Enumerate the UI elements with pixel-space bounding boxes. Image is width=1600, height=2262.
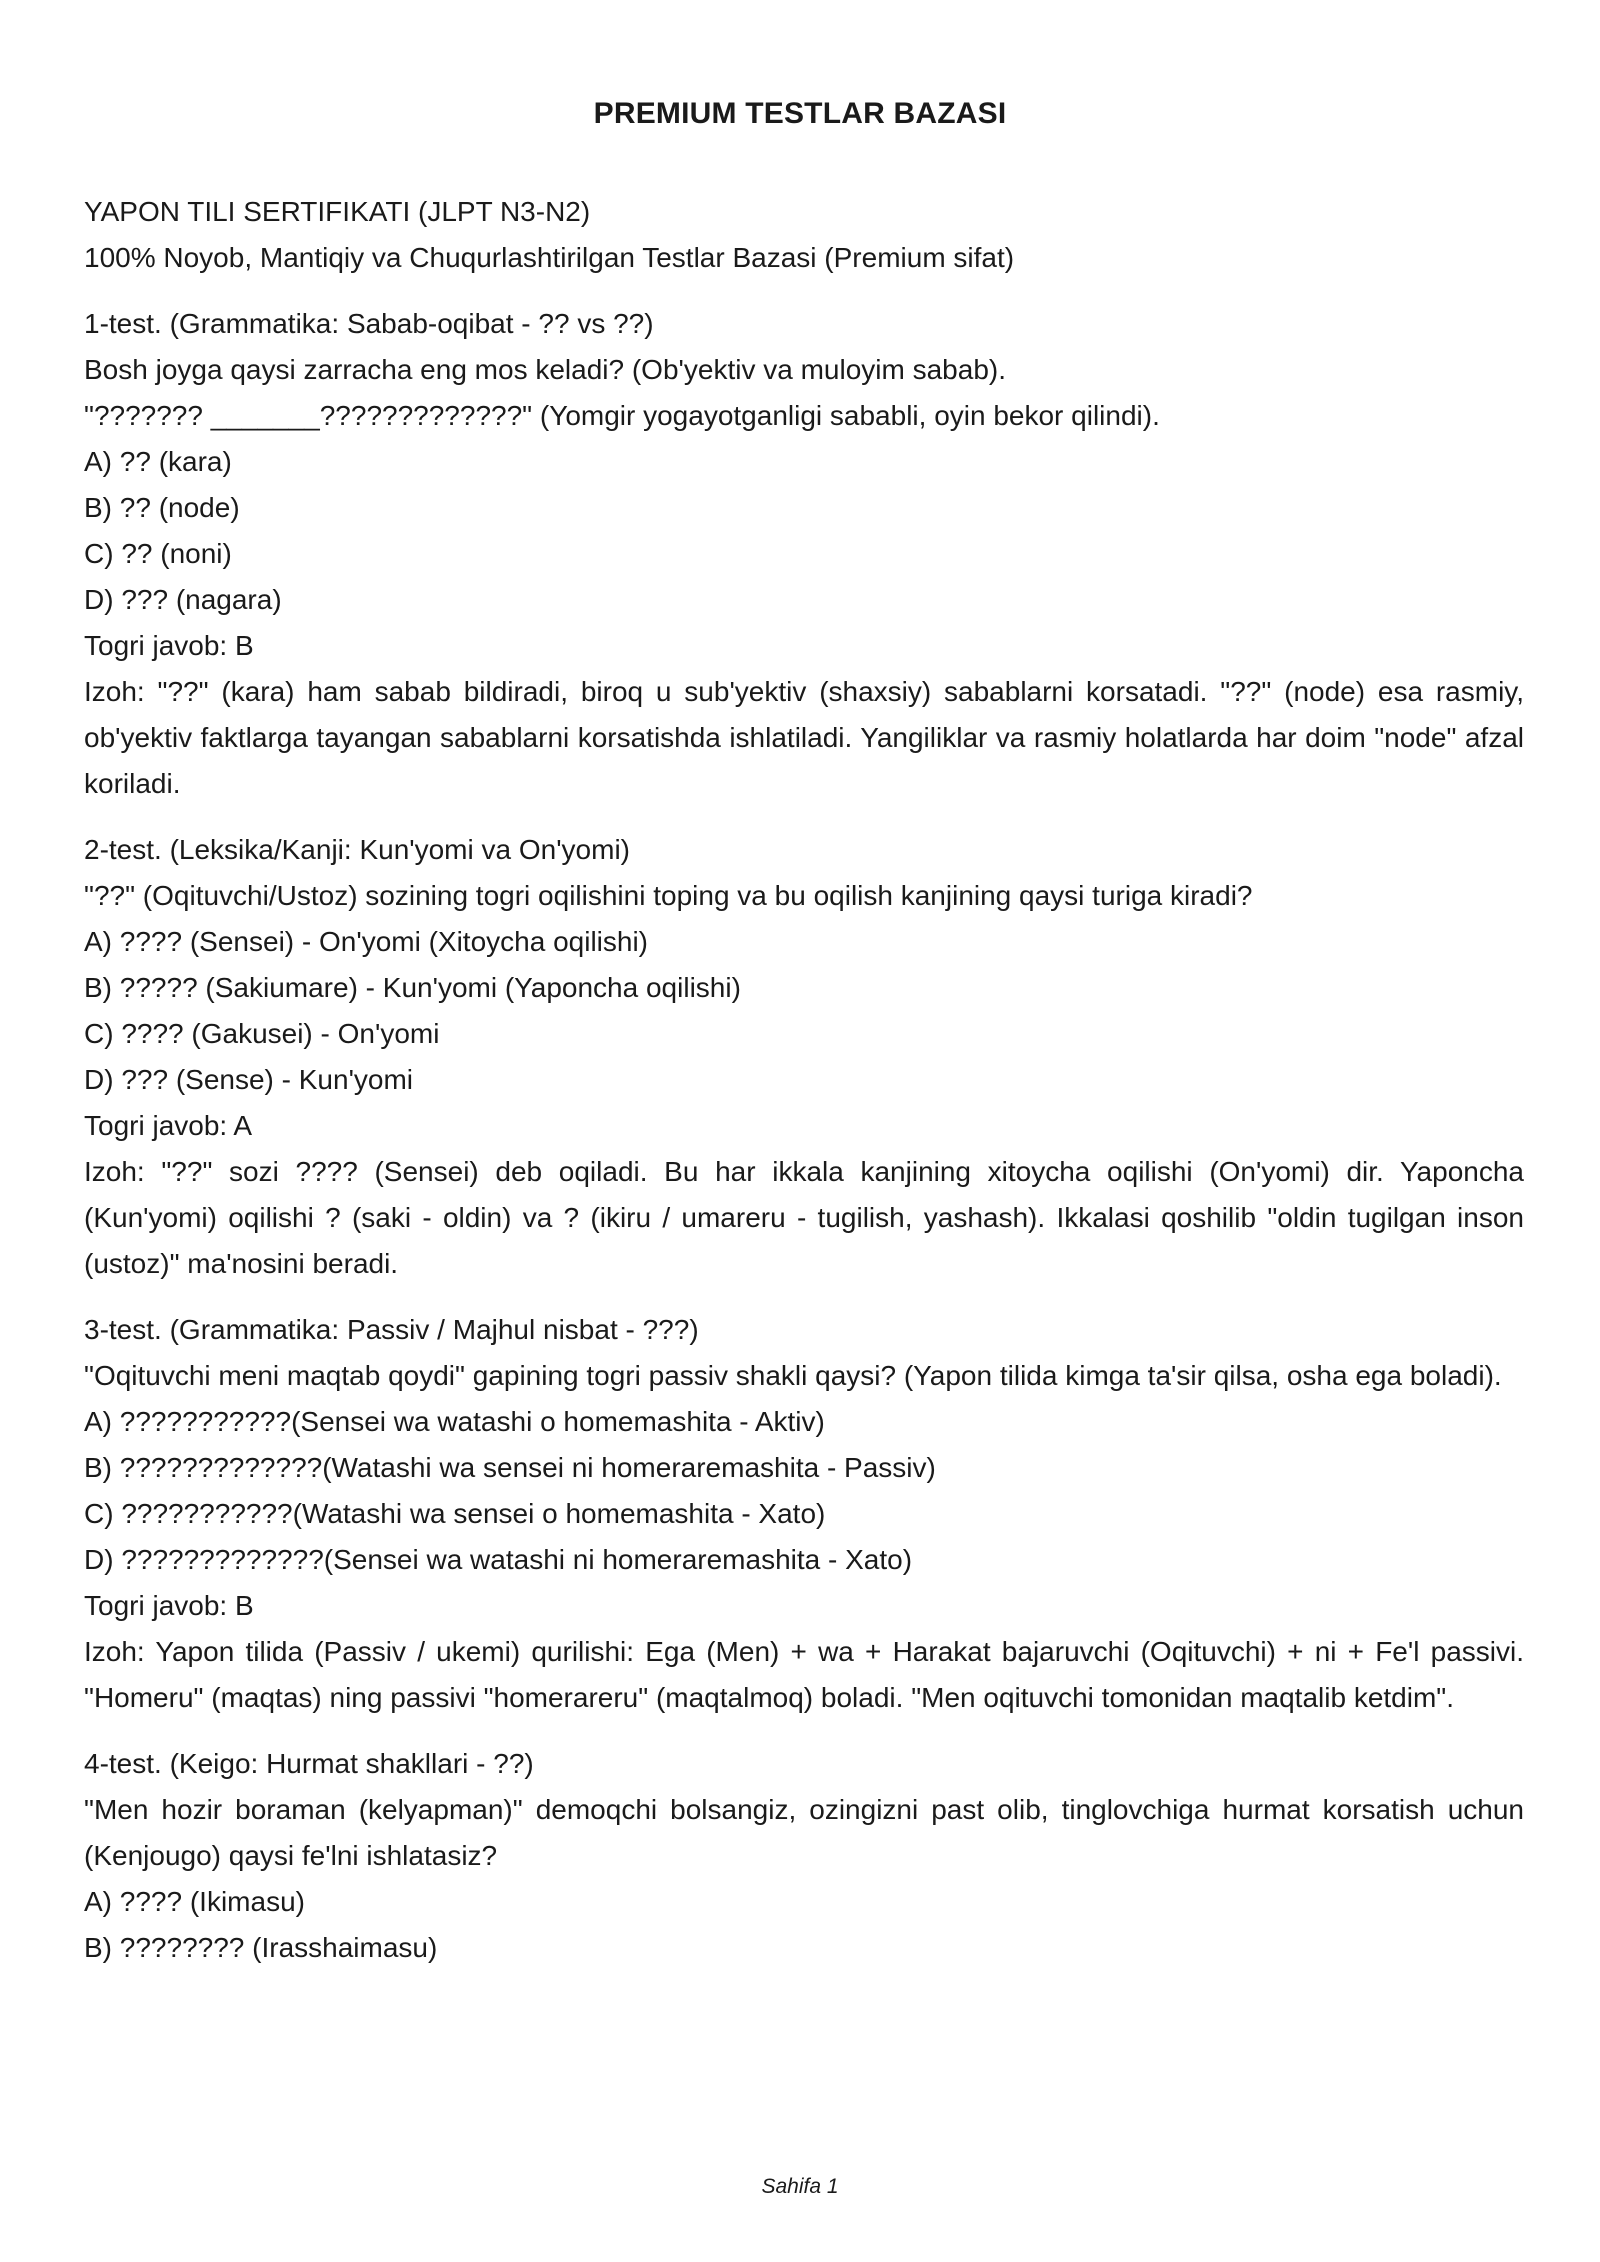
test-answer: Togri javob: A [84, 1110, 253, 1141]
document-title: PREMIUM TESTLAR BAZASI [593, 97, 1007, 130]
test-option: B) ?????????????(Watashi wa sensei ni homeraremashita - Passiv) [84, 1452, 936, 1483]
test-heading: 2-test. (Leksika/Kanji: Kun'yomi va On'yomi) [84, 834, 630, 865]
test-block-1 [84, 301, 1524, 807]
spacer [84, 1287, 1524, 1307]
page-number: Sahifa 1 [761, 2175, 839, 2198]
test-option: B) ???????? (Irasshaimasu) [84, 1932, 438, 1963]
test-option: B) ????? (Sakiumare) - Kun'yomi (Yaponcha oqilishi) [84, 972, 741, 1003]
test-option: C) ???????????(Watashi wa sensei o homemashita - Xato) [84, 1498, 826, 1529]
intro-line: 100% Noyob, Mantiqiy va Chuqurlashtirilgan Testlar Bazasi (Premium sifat) [84, 242, 1015, 273]
test-block-3 [84, 1307, 1524, 1721]
spacer [84, 281, 1524, 301]
test-explanation: Izoh: "??" sozi ???? (Sensei) deb oqiladi. Bu har ikkala kanjining xitoycha oqilishi (On'yomi) dir. Yaponcha (Kun'yomi) oqilishi ? (saki - oldin) va ? (ikiru / umareru - tugilish, yashash). Ikkalasi qoshilib "oldin tugilgan inson (ustoz)" ma'nosini beradi. [84, 1156, 1524, 1279]
test-question: "??????? _______?????????????" (Yomgir yogayotganligi sababli, oyin bekor qilindi). [84, 400, 1160, 431]
test-option: A) ???????????(Sensei wa watashi o homemashita - Aktiv) [84, 1406, 825, 1437]
spacer [84, 1721, 1524, 1741]
intro-line: YAPON TILI SERTIFIKATI (JLPT N3-N2) [84, 196, 591, 227]
test-heading: 3-test. (Grammatika: Passiv / Majhul nisbat - ???) [84, 1314, 699, 1345]
test-heading: 4-test. (Keigo: Hurmat shakllari - ??) [84, 1748, 534, 1779]
test-option: C) ???? (Gakusei) - On'yomi [84, 1018, 440, 1049]
test-option: D) ??? (nagara) [84, 584, 282, 615]
test-question: "Oqituvchi meni maqtab qoydi" gapining togri passiv shakli qaysi? (Yapon tilida kimga ta'sir qilsa, osha ega boladi). [84, 1360, 1502, 1391]
test-block-4 [84, 1741, 1524, 1971]
test-option: A) ?? (kara) [84, 446, 232, 477]
test-question: Bosh joyga qaysi zarracha eng mos keladi? (Ob'yektiv va muloyim sabab). [84, 354, 1006, 385]
test-option: B) ?? (node) [84, 492, 240, 523]
test-explanation: Izoh: Yapon tilida (Passiv / ukemi) qurilishi: Ega (Men) + wa + Harakat bajaruvchi (Oqituvchi) + ni + Fe'l passivi. "Homeru" (maqtas) ning passivi "homerareru" (maqtalmoq) boladi. "Men oqituvchi tomonidan maqtalib ketdim". [84, 1636, 1524, 1713]
test-answer: Togri javob: B [84, 1590, 254, 1621]
document-body [84, 189, 1524, 1971]
test-option: A) ???? (Ikimasu) [84, 1886, 305, 1917]
test-question: "Men hozir boraman (kelyapman)" demoqchi bolsangiz, ozingizni past olib, tinglovchiga hurmat korsatish uchun (Kenjougo) qaysi fe'lni ishlatasiz? [84, 1794, 1524, 1871]
test-question: "??" (Oqituvchi/Ustoz) sozining togri oqilishini toping va bu oqilish kanjining qaysi turiga kiradi? [84, 880, 1253, 911]
test-option: D) ??? (Sense) - Kun'yomi [84, 1064, 414, 1095]
test-option: C) ?? (noni) [84, 538, 232, 569]
test-block-2 [84, 827, 1524, 1287]
test-option: A) ???? (Sensei) - On'yomi (Xitoycha oqilishi) [84, 926, 649, 957]
test-explanation: Izoh: "??" (kara) ham sabab bildiradi, biroq u sub'yektiv (shaxsiy) sabablarni korsatadi. "??" (node) esa rasmiy, ob'yektiv faktlarga tayangan sabablarni korsatishda ishlatiladi. Yangiliklar va rasmiy holatlarda har doim "node" afzal koriladi. [84, 676, 1524, 799]
spacer [84, 807, 1524, 827]
test-option: D) ?????????????(Sensei wa watashi ni homeraremashita - Xato) [84, 1544, 913, 1575]
test-answer: Togri javob: B [84, 630, 254, 661]
test-heading: 1-test. (Grammatika: Sabab-oqibat - ?? vs ??) [84, 308, 654, 339]
